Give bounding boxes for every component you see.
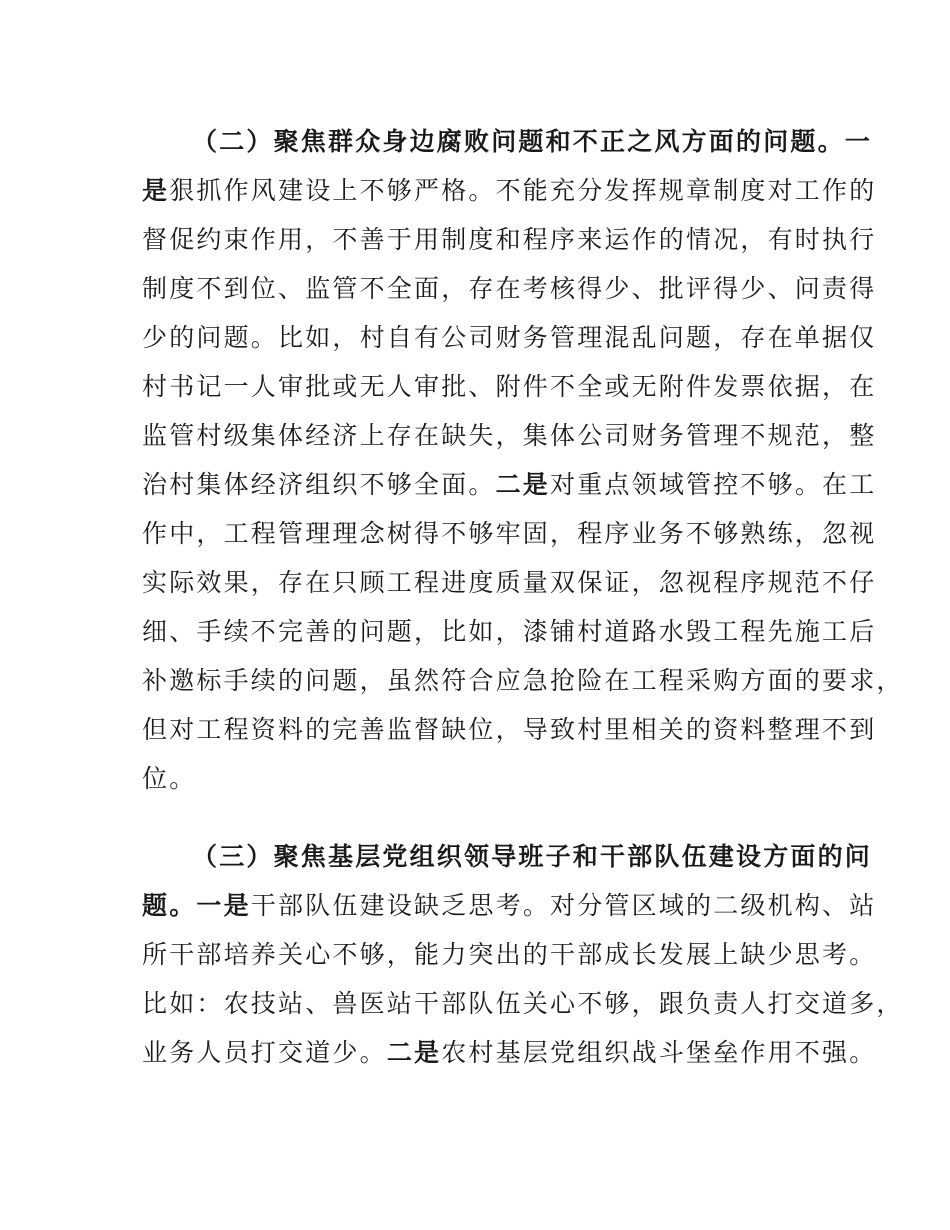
section-3-item-1-marker: 一是 <box>196 891 251 920</box>
section-2-heading: （二）聚焦群众身边腐败问题和不正之风方面的问题。 <box>192 127 845 156</box>
text-line: 位。 <box>142 764 197 793</box>
text-line: 治村集体经济组织不够全面。二是对重点领域管控不够。在工 <box>142 470 877 499</box>
section-2-item-1-marker-start: 一 <box>844 127 873 156</box>
text-line: 题。一是干部队伍建设缺乏思考。对分管区域的二级机构、站 <box>142 891 877 920</box>
section-2-item-1-marker-end: 是 <box>142 176 170 205</box>
text-line: 监管村级集体经济上存在缺失，集体公司财务管理不规范，整 <box>142 421 877 450</box>
section-3-heading-line <box>142 832 873 881</box>
section-2-paragraph <box>142 117 904 803</box>
text-line: 少的问题。比如，村自有公司财务管理混乱问题，存在单据仅 <box>142 323 877 352</box>
section-3-heading: （三）聚焦基层党组织领导班子和干部队伍建设方面的问 <box>192 842 873 871</box>
text-line: 制度不到位、监管不全面，存在考核得少、批评得少、问责得 <box>142 274 877 303</box>
text-line: 督促约束作用，不善于用制度和程序来运作的情况，有时执行 <box>142 225 877 254</box>
text-line: 是狠抓作风建设上不够严格。不能充分发挥规章制度对工作的 <box>142 176 877 205</box>
text-line: 比如：农技站、兽医站干部队伍关心不够，跟负责人打交道多， <box>142 989 904 1018</box>
text-line: 细、手续不完善的问题，比如，漆铺村道路水毁工程先施工后 <box>142 617 877 646</box>
section-2-heading-line <box>142 117 873 166</box>
text-line: 所干部培养关心不够，能力突出的干部成长发展上缺少思考。 <box>142 940 877 969</box>
text-line: 村书记一人审批或无人审批、附件不全或无附件发票依据，在 <box>142 372 877 401</box>
text-line: 补邀标手续的问题，虽然符合应急抢险在工程采购方面的要求， <box>142 666 904 695</box>
text-line: 实际效果，存在只顾工程进度质量双保证，忽视程序规范不仔 <box>142 568 877 597</box>
text-line: 作中，工程管理理念树得不够牢固，程序业务不够熟练，忽视 <box>142 519 877 548</box>
section-2-item-2-marker: 二是 <box>495 470 551 499</box>
text-line: 业务人员打交道少。二是农村基层党组织战斗堡垒作用不强。 <box>142 1038 877 1067</box>
section-3-item-2-marker: 二是 <box>386 1038 442 1067</box>
section-3-paragraph <box>142 832 904 1077</box>
text-line: 但对工程资料的完善监督缺位，导致村里相关的资料整理不到 <box>142 715 877 744</box>
section-3-heading-end: 题。 <box>142 891 197 920</box>
